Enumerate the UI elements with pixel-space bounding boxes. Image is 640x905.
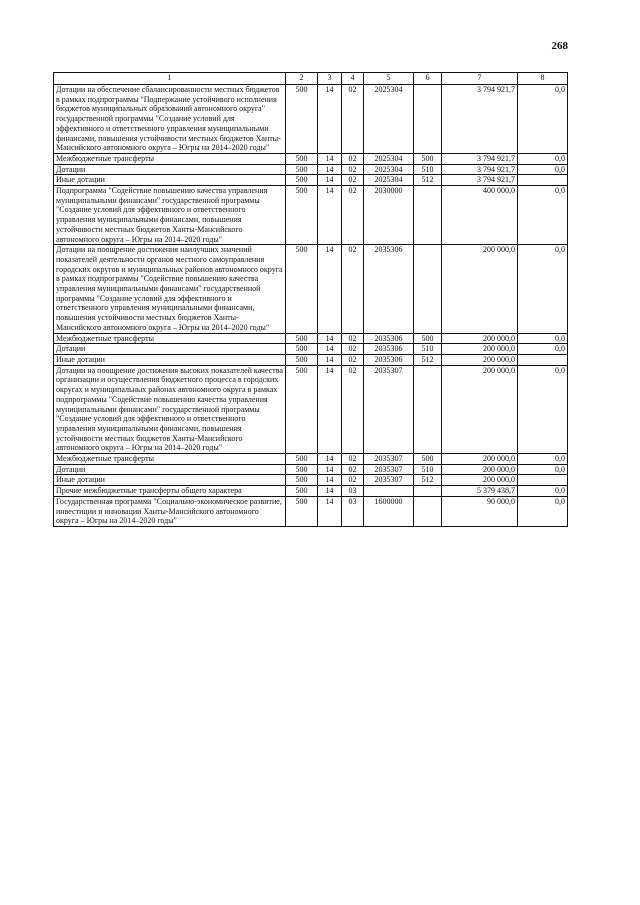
cell-col2: 500 — [286, 486, 318, 497]
cell-col8: 0,0 — [518, 496, 568, 526]
cell-col6: 512 — [414, 354, 442, 365]
cell-col6 — [414, 365, 442, 453]
cell-name: Дотации на поощрение достижения наилучших значений показателей деятельности органов местного самоуправления городских округов и муниципальных районов автономного округа в рамках подпрограммы "Содействие повышению качества управления муниципальными финансами" государственной программы "Создание условий для эффективного и ответственного управления муниципальными финансами, повышения устойчивости местных бюджетов Ханты-Мансийского автономного округа – Югры на 2014–2020 годы" — [54, 245, 286, 333]
table-row — [54, 186, 568, 245]
cell-name: Иные дотации — [54, 175, 286, 186]
cell-col5: 2035306 — [364, 245, 414, 333]
cell-col5: 2035307 — [364, 475, 414, 486]
cell-name: Межбюджетные трансферты — [54, 454, 286, 465]
cell-col2: 500 — [286, 245, 318, 333]
cell-col8: 0,0 — [518, 245, 568, 333]
cell-col3: 14 — [318, 354, 342, 365]
cell-col3: 14 — [318, 153, 342, 164]
cell-col5: 2025304 — [364, 175, 414, 186]
cell-col5: 2035306 — [364, 333, 414, 344]
cell-col7: 400 000,0 — [442, 186, 518, 245]
cell-col2: 500 — [286, 164, 318, 175]
cell-col8: 0,0 — [518, 344, 568, 355]
page-number: 268 — [551, 40, 568, 52]
cell-name: Дотации на обеспечение сбалансированности местных бюджетов в рамках подпрограммы "Подпержание устойчивого исполнения бюджетов муниципальных образований автономного округа" государственной программы "Создание условий для эффективного и ответственного управления муниципальными финансами, повышения устойчивости местных бюджетов Ханты-Мансийского автономного округа – Югры на 2014–2020 годы" — [54, 85, 286, 154]
cell-col2: 500 — [286, 85, 318, 154]
cell-col5: 2025304 — [364, 164, 414, 175]
cell-col2: 500 — [286, 354, 318, 365]
cell-col7: 5 379 438,7 — [442, 486, 518, 497]
cell-col7: 3 794 921,7 — [442, 175, 518, 186]
cell-col5: 2035306 — [364, 344, 414, 355]
cell-col7: 200 000,0 — [442, 475, 518, 486]
cell-name: Государственная программа "Социально-экономическое развитие, инвестиции и инновации Ханты-Мансийского автономного округа – Югры на 2014–2020 годы" — [54, 496, 286, 526]
cell-col3: 14 — [318, 164, 342, 175]
cell-col7: 200 000,0 — [442, 333, 518, 344]
cell-name: Дотации — [54, 344, 286, 355]
cell-col3: 14 — [318, 496, 342, 526]
cell-col6 — [414, 486, 442, 497]
cell-col6 — [414, 496, 442, 526]
cell-col4: 03 — [342, 486, 364, 497]
cell-name: Межбюджетные трансферты — [54, 153, 286, 164]
cell-col8: 0,0 — [518, 164, 568, 175]
cell-col7: 200 000,0 — [442, 344, 518, 355]
table-row — [54, 496, 568, 526]
cell-name: Дотации — [54, 164, 286, 175]
cell-name: Дотации — [54, 464, 286, 475]
cell-col2: 500 — [286, 333, 318, 344]
cell-col2: 500 — [286, 186, 318, 245]
cell-col6 — [414, 245, 442, 333]
header-col-5: 5 — [364, 73, 414, 85]
table-row — [54, 454, 568, 465]
table-row — [54, 464, 568, 475]
cell-col5 — [364, 486, 414, 497]
cell-name: Межбюджетные трансферты — [54, 333, 286, 344]
cell-col4: 02 — [342, 245, 364, 333]
cell-col4: 02 — [342, 354, 364, 365]
cell-col3: 14 — [318, 365, 342, 453]
cell-name: Иные дотации — [54, 354, 286, 365]
header-col-3: 3 — [318, 73, 342, 85]
header-col-1: 1 — [54, 73, 286, 85]
cell-col3: 14 — [318, 333, 342, 344]
cell-name: Иные дотации — [54, 475, 286, 486]
cell-col8 — [518, 175, 568, 186]
table-row — [54, 333, 568, 344]
table-row — [54, 85, 568, 154]
cell-col3: 14 — [318, 186, 342, 245]
cell-col4: 02 — [342, 153, 364, 164]
cell-col3: 14 — [318, 245, 342, 333]
cell-col8: 0,0 — [518, 464, 568, 475]
cell-col7: 200 000,0 — [442, 245, 518, 333]
cell-col3: 14 — [318, 175, 342, 186]
cell-col5: 2035306 — [364, 354, 414, 365]
table-row — [54, 475, 568, 486]
cell-col7: 3 794 921,7 — [442, 85, 518, 154]
cell-col6: 510 — [414, 464, 442, 475]
cell-col2: 500 — [286, 454, 318, 465]
budget-table — [53, 72, 568, 527]
cell-col8: 0,0 — [518, 365, 568, 453]
cell-col3: 14 — [318, 344, 342, 355]
cell-col6: 512 — [414, 475, 442, 486]
cell-col7: 200 000,0 — [442, 454, 518, 465]
cell-name: Прочие межбюджетные трансферты общего характера — [54, 486, 286, 497]
cell-col4: 02 — [342, 175, 364, 186]
cell-col4: 02 — [342, 333, 364, 344]
cell-col7: 3 794 921,7 — [442, 164, 518, 175]
cell-col8 — [518, 475, 568, 486]
cell-col3: 14 — [318, 454, 342, 465]
cell-col4: 02 — [342, 475, 364, 486]
cell-col5: 1600000 — [364, 496, 414, 526]
cell-col4: 02 — [342, 454, 364, 465]
cell-col2: 500 — [286, 153, 318, 164]
cell-col4: 02 — [342, 164, 364, 175]
cell-col2: 500 — [286, 496, 318, 526]
cell-col8: 0,0 — [518, 153, 568, 164]
table-row — [54, 245, 568, 333]
table-row — [54, 486, 568, 497]
table-header-row — [54, 73, 568, 85]
cell-col7: 200 000,0 — [442, 464, 518, 475]
header-col-7: 7 — [442, 73, 518, 85]
cell-col7: 200 000,0 — [442, 354, 518, 365]
cell-col4: 02 — [342, 344, 364, 355]
cell-col5: 2035307 — [364, 464, 414, 475]
cell-name: Подпрограмма "Содействие повышению качества управления муниципальными финансами" государственной программы "Создание условий для эффективного и ответственного управления муниципальными финансами, повышения устойчивости местных бюджетов Ханты-Мансийского автономного округа – Югры на 2014–2020 годы" — [54, 186, 286, 245]
cell-col7: 200 000,0 — [442, 365, 518, 453]
cell-col8: 0,0 — [518, 486, 568, 497]
cell-col5: 2025304 — [364, 85, 414, 154]
cell-col7: 90 000,0 — [442, 496, 518, 526]
cell-col5: 2025304 — [364, 153, 414, 164]
cell-col5: 2030000 — [364, 186, 414, 245]
cell-col4: 03 — [342, 496, 364, 526]
cell-col8: 0,0 — [518, 333, 568, 344]
table-row — [54, 153, 568, 164]
cell-col6 — [414, 85, 442, 154]
cell-col8: 0,0 — [518, 186, 568, 245]
cell-col2: 500 — [286, 365, 318, 453]
table-row — [54, 365, 568, 453]
cell-col3: 14 — [318, 464, 342, 475]
cell-col2: 500 — [286, 475, 318, 486]
cell-col3: 14 — [318, 475, 342, 486]
cell-col8: 0,0 — [518, 85, 568, 154]
header-col-4: 4 — [342, 73, 364, 85]
cell-col2: 500 — [286, 464, 318, 475]
cell-col4: 02 — [342, 85, 364, 154]
header-col-2: 2 — [286, 73, 318, 85]
cell-col4: 02 — [342, 464, 364, 475]
cell-col6: 510 — [414, 344, 442, 355]
cell-name: Дотации на поощрение достижения высоких показателей качества организации и осуществления бюджетного процесса в городских округах и муниципальных районах автономного округа в рамках подпрограммы "Содействие повышению качества управления муниципальными финансами" государственной программы "Создание условий для эффективного и ответственного управления муниципальными финансами, повышения устойчивости местных бюджетов Ханты-Мансийского автономного округа – Югры на 2014–2020 годы" — [54, 365, 286, 453]
table-row — [54, 164, 568, 175]
cell-col5: 2035307 — [364, 454, 414, 465]
cell-col6: 512 — [414, 175, 442, 186]
cell-col6 — [414, 186, 442, 245]
cell-col6: 500 — [414, 454, 442, 465]
cell-col4: 02 — [342, 186, 364, 245]
header-col-8: 8 — [518, 73, 568, 85]
cell-col7: 3 794 921,7 — [442, 153, 518, 164]
header-col-6: 6 — [414, 73, 442, 85]
cell-col8 — [518, 354, 568, 365]
cell-col2: 500 — [286, 344, 318, 355]
cell-col6: 510 — [414, 164, 442, 175]
cell-col4: 02 — [342, 365, 364, 453]
cell-col3: 14 — [318, 85, 342, 154]
cell-col2: 500 — [286, 175, 318, 186]
table-row — [54, 354, 568, 365]
table-row — [54, 175, 568, 186]
cell-col3: 14 — [318, 486, 342, 497]
cell-col5: 2035307 — [364, 365, 414, 453]
cell-col6: 500 — [414, 153, 442, 164]
cell-col8: 0,0 — [518, 454, 568, 465]
cell-col6: 500 — [414, 333, 442, 344]
table-row — [54, 344, 568, 355]
